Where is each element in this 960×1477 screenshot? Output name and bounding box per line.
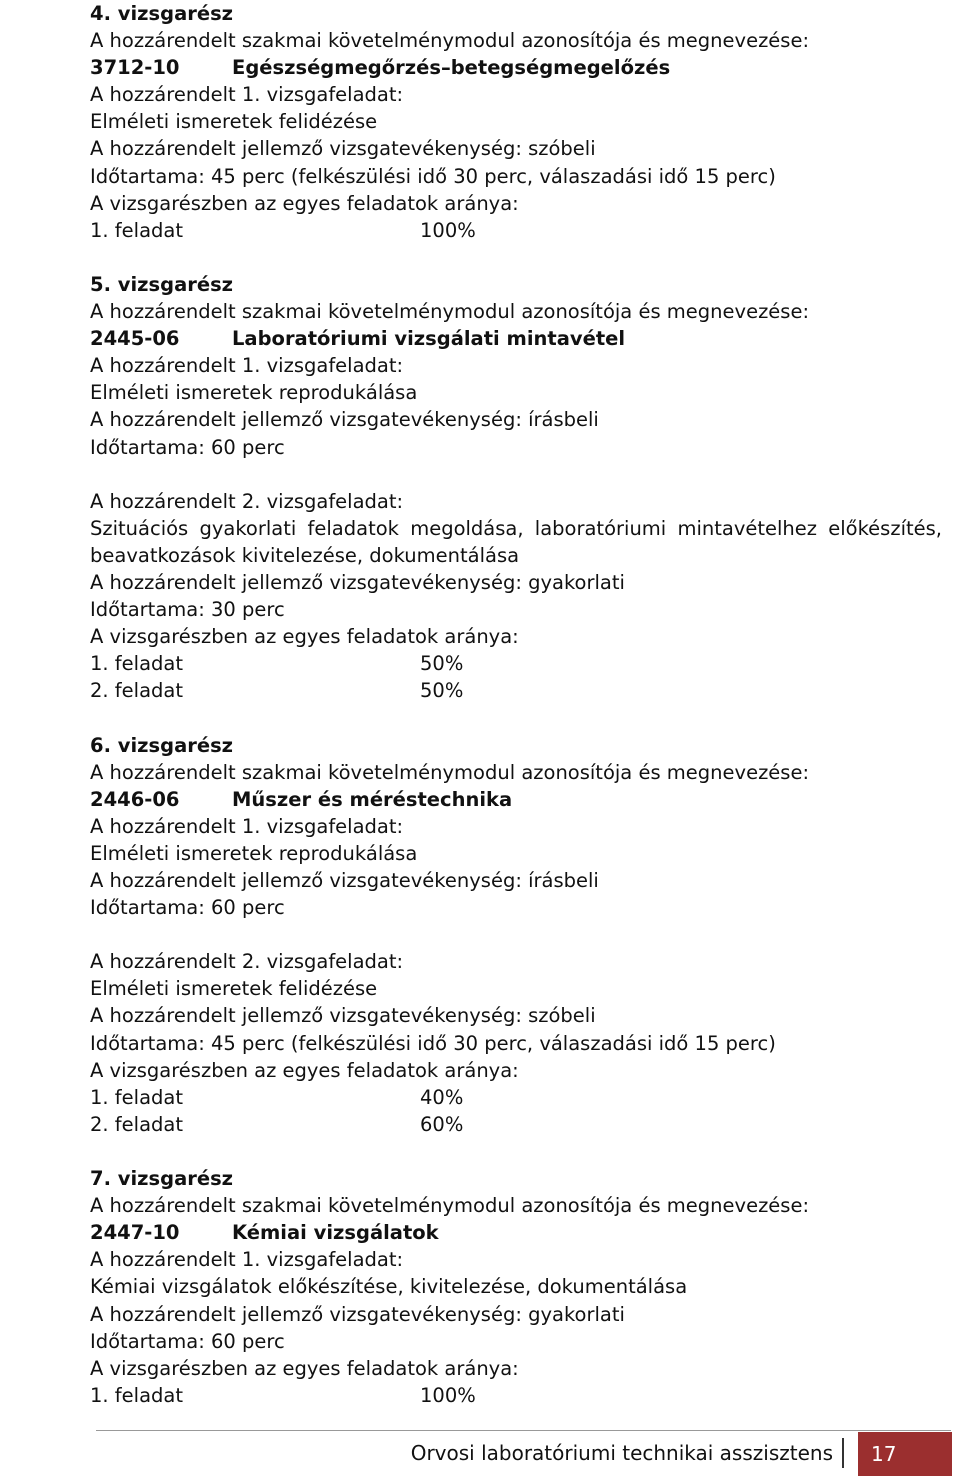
exam-duration: Időtartama: 60 perc [90,435,285,459]
task-label: 2. feladat [90,679,184,703]
exam-name: Kémiai vizsgálatok előkészítése, kivitelezése, dokumentálása [90,1275,688,1299]
task-row [90,650,950,677]
module-title [90,54,950,81]
footer-divider [96,1430,951,1431]
exam-duration: Időtartama: 45 perc (felkészülési idő 30 perc, válaszadási idő 15 perc) [90,164,776,188]
module-name: Műszer és méréstechnika [232,787,513,811]
module-intro: A hozzárendelt szakmai követelménymodul azonosítója és megnevezése: [90,760,810,784]
task-label: 2. feladat [90,1112,184,1136]
task-row [90,677,950,704]
spacer [90,1138,950,1165]
module-name: Egészségmegőrzés–betegségmegelőzés [232,56,671,80]
exam-label: A hozzárendelt 2. vizsgafeladat: [90,950,404,974]
exam-name-continued: beavatkozások kivitelezése, dokumentálása [90,543,520,567]
page-footer [0,1430,960,1476]
exam-activity: A hozzárendelt jellemző vizsgatevékenység: gyakorlati [90,1302,625,1326]
section-heading: 7. vizsgarész [90,1167,234,1191]
module-intro: A hozzárendelt szakmai követelménymodul azonosítója és megnevezése: [90,300,810,324]
exam-section-7 [90,1165,950,1409]
task-value: 60% [420,1112,464,1136]
task-value: 100% [420,1383,476,1407]
section-heading: 4. vizsgarész [90,2,234,25]
page-number: 17 [858,1432,952,1476]
exam-name: Elméleti ismeretek reprodukálása [90,841,418,865]
exam-activity: A hozzárendelt jellemző vizsgatevékenység: írásbeli [90,869,599,892]
task-row [90,1084,950,1111]
module-title [90,786,950,813]
module-code: 2445-06 [90,327,180,351]
task-value: 50% [420,679,464,703]
module-title [90,1219,950,1246]
document-body [90,0,950,1409]
task-label: 1. feladat [90,1085,184,1109]
task-value: 50% [420,652,464,676]
exam-name: Elméleti ismeretek reprodukálása [90,381,418,405]
task-label: 1. feladat [90,218,184,242]
task-label: 1. feladat [90,652,184,676]
module-title [90,325,950,352]
ratio-label: A vizsgarészben az egyes feladatok aránya: [90,1356,519,1380]
footer-separator [842,1438,844,1468]
spacer [90,704,950,731]
exam-activity: A hozzárendelt jellemző vizsgatevékenység: gyakorlati [90,570,625,594]
task-row [90,217,950,244]
exam-section-6 [90,732,950,1138]
exam-activity: A hozzárendelt jellemző vizsgatevékenység: szóbeli [90,1004,596,1028]
exam-label: A hozzárendelt 1. vizsgafeladat: [90,83,404,107]
exam-duration: Időtartama: 45 perc (felkészülési idő 30 perc, válaszadási idő 15 perc) [90,1031,776,1055]
exam-name: Szituációs gyakorlati feladatok megoldása, laboratóriumi mintavételhez előkészítés, [90,516,942,540]
exam-activity: A hozzárendelt jellemző vizsgatevékenység: írásbeli [90,408,599,432]
task-value: 40% [420,1085,464,1109]
ratio-label: A vizsgarészben az egyes feladatok aránya: [90,191,519,215]
exam-duration: Időtartama: 60 perc [90,896,285,920]
task-label: 1. feladat [90,1383,184,1407]
exam-section-4 [90,0,950,244]
task-row [90,1111,950,1138]
exam-label: A hozzárendelt 1. vizsgafeladat: [90,354,404,378]
module-name: Kémiai vizsgálatok [232,1221,439,1245]
exam-duration: Időtartama: 60 perc [90,1329,285,1353]
module-code: 2446-06 [90,787,180,811]
ratio-label: A vizsgarészben az egyes feladatok aránya: [90,625,519,649]
exam-name: Elméleti ismeretek felidézése [90,110,378,134]
task-row [90,1382,950,1409]
footer-title: Orvosi laboratóriumi technikai asszisztens [410,1441,833,1465]
exam-label: A hozzárendelt 1. vizsgafeladat: [90,814,404,838]
module-name: Laboratóriumi vizsgálati mintavétel [232,327,626,351]
module-intro: A hozzárendelt szakmai követelménymodul azonosítója és megnevezése: [90,29,810,53]
spacer [90,461,950,488]
exam-name: Elméleti ismeretek felidézése [90,977,378,1001]
section-heading: 6. vizsgarész [90,733,234,757]
ratio-label: A vizsgarészben az egyes feladatok aránya: [90,1058,519,1082]
spacer [90,244,950,271]
spacer [90,921,950,948]
exam-label: A hozzárendelt 2. vizsgafeladat: [90,489,404,513]
exam-activity: A hozzárendelt jellemző vizsgatevékenység: szóbeli [90,137,596,161]
exam-duration: Időtartama: 30 perc [90,598,285,622]
task-value: 100% [420,218,476,242]
exam-label: A hozzárendelt 1. vizsgafeladat: [90,1248,404,1272]
module-intro: A hozzárendelt szakmai követelménymodul azonosítója és megnevezése: [90,1194,810,1218]
section-heading: 5. vizsgarész [90,272,234,296]
module-code: 3712-10 [90,56,180,80]
module-code: 2447-10 [90,1221,180,1245]
exam-section-5 [90,271,950,705]
